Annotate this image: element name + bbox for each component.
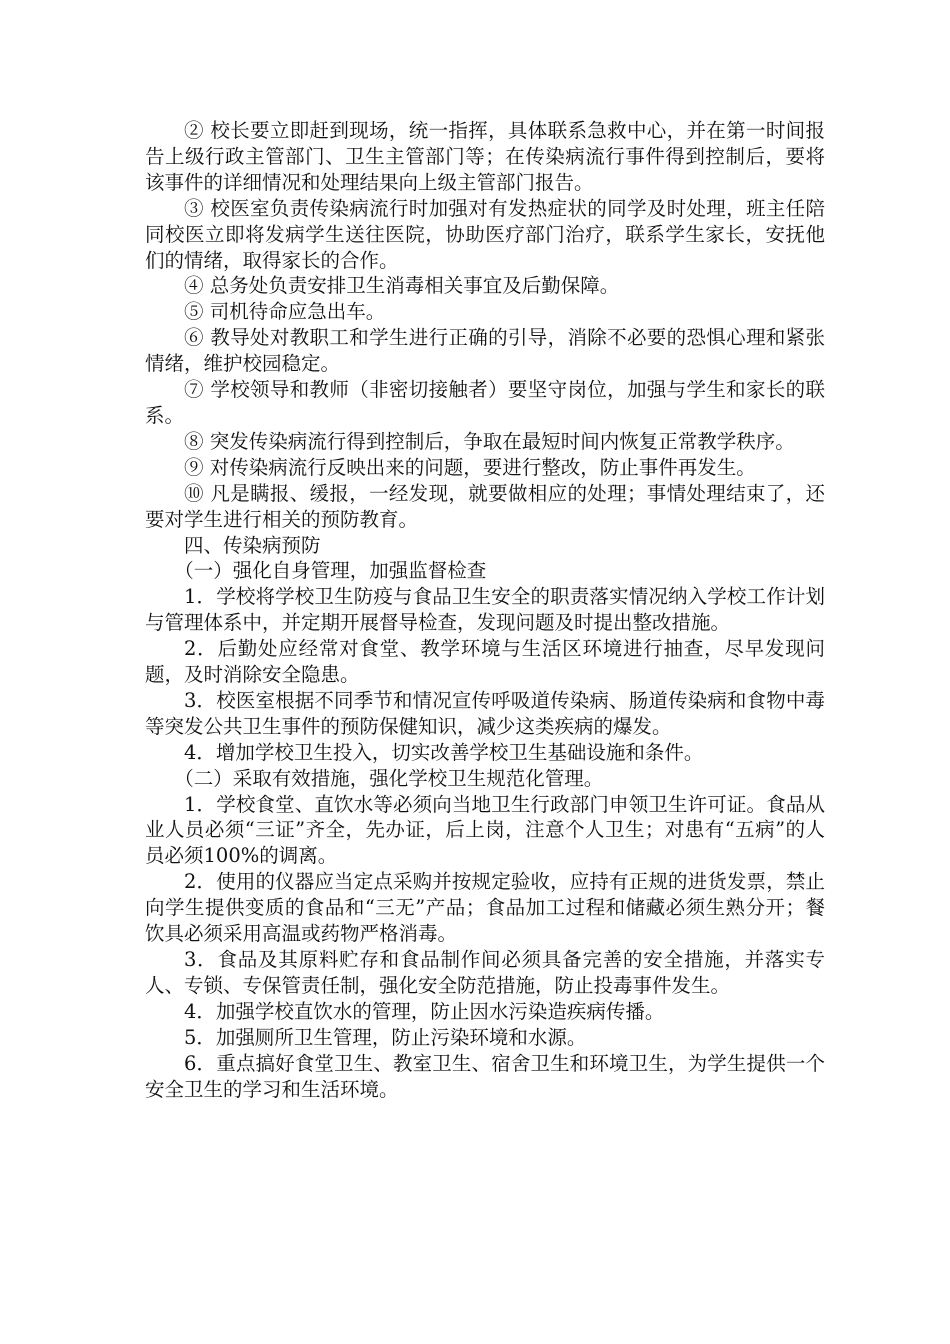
paragraph-sub2-item-6: 6．重点搞好食堂卫生、教室卫生、宿舍卫生和环境卫生，为学生提供一个安全卫生的学习和生活环境。 [145,1051,825,1101]
subsection-heading-2: （二）采取有效措施，强化学校卫生规范化管理。 [174,766,604,790]
paragraph-sub2-item-3: 3．食品及其原料贮存和食品制作间必须具备完善的安全措施，并落实专人、专锁、专保管责任制，强化安全防范措施，防止投毒事件发生。 [145,948,825,997]
paragraph-sub1-item-1: 1．学校将学校卫生防疫与食品卫生安全的职责落实情况纳入学校工作计划与管理体系中，并定期开展督导检查，发现问题及时提出整改措施。 [145,585,825,635]
paragraph-item-10: ⑩ 凡是瞒报、缓报，一经发现，就要做相应的处理；事情处理结束了，还要对学生进行相关的预防教育。 [145,481,825,531]
subsection-heading-1: （一）强化自身管理，加强监督检查 [174,559,487,583]
paragraph-item-7: ⑦ 学校领导和教师（非密切接触者）要坚守岗位，加强与学生和家长的联系。 [145,378,825,427]
document-page [145,118,825,1102]
paragraph-sub2-item-4: 4．加强学校直饮水的管理，防止因水污染造疾病传播。 [184,999,665,1023]
paragraph-item-4: ④ 总务处负责安排卫生消毒相关事宜及后勤保障。 [184,274,620,298]
paragraph-sub2-item-2: 2．使用的仪器应当定点采购并按规定验收，应持有正规的进货发票，禁止向学生提供变质的食品和“三无”产品；食品加工过程和储藏必须生熟分开；餐饮具必须采用高温或药物严格消毒。 [145,870,825,946]
paragraph-sub1-item-4: 4．增加学校卫生投入，切实改善学校卫生基础设施和条件。 [184,740,704,764]
section-heading: 四、传染病预防 [184,533,321,557]
paragraph-item-9: ⑨ 对传染病流行反映出来的问题，要进行整改，防止事件再发生。 [184,455,756,479]
paragraph-item-3: ③ 校医室负责传染病流行时加强对有发热症状的同学及时处理，班主任陪同校医立即将发病学生送往医院，协助医疗部门治疗，联系学生家长，安抚他们的情绪，取得家长的合作。 [145,196,825,272]
paragraph-item-5: ⑤ 司机待命应急出车。 [184,300,386,324]
paragraph-item-2: ② 校长要立即赶到现场，统一指挥，具体联系急救中心，并在第一时间报告上级行政主管部门、卫生主管部门等；在传染病流行事件得到控制后，要将该事件的详细情况和处理结果向上级主管部门报告。 [145,119,825,194]
paragraph-sub2-item-1: 1．学校食堂、直饮水等必须向当地卫生行政部门申领卫生许可证。食品从业人员必须“三证”齐全，先办证，后上岗，注意个人卫生；对患有“五病”的人员必须100%的调离。 [145,792,825,868]
paragraph-item-6: ⑥ 教导处对教职工和学生进行正确的引导，消除不必要的恐惧心理和紧张情绪，维护校园稳定。 [145,326,825,376]
paragraph-sub1-item-2: 2．后勤处应经常对食堂、教学环境与生活区环境进行抽查，尽早发现问题，及时消除安全隐患。 [145,637,825,687]
paragraph-sub1-item-3: 3．校医室根据不同季节和情况宣传呼吸道传染病、肠道传染病和食物中毒等突发公共卫生事件的预防保健知识，减少这类疾病的爆发。 [145,688,825,738]
paragraph-item-8: ⑧ 突发传染病流行得到控制后，争取在最短时间内恢复正常教学秩序。 [184,429,795,453]
paragraph-sub2-item-5: 5．加强厕所卫生管理，防止污染环境和水源。 [184,1025,587,1049]
